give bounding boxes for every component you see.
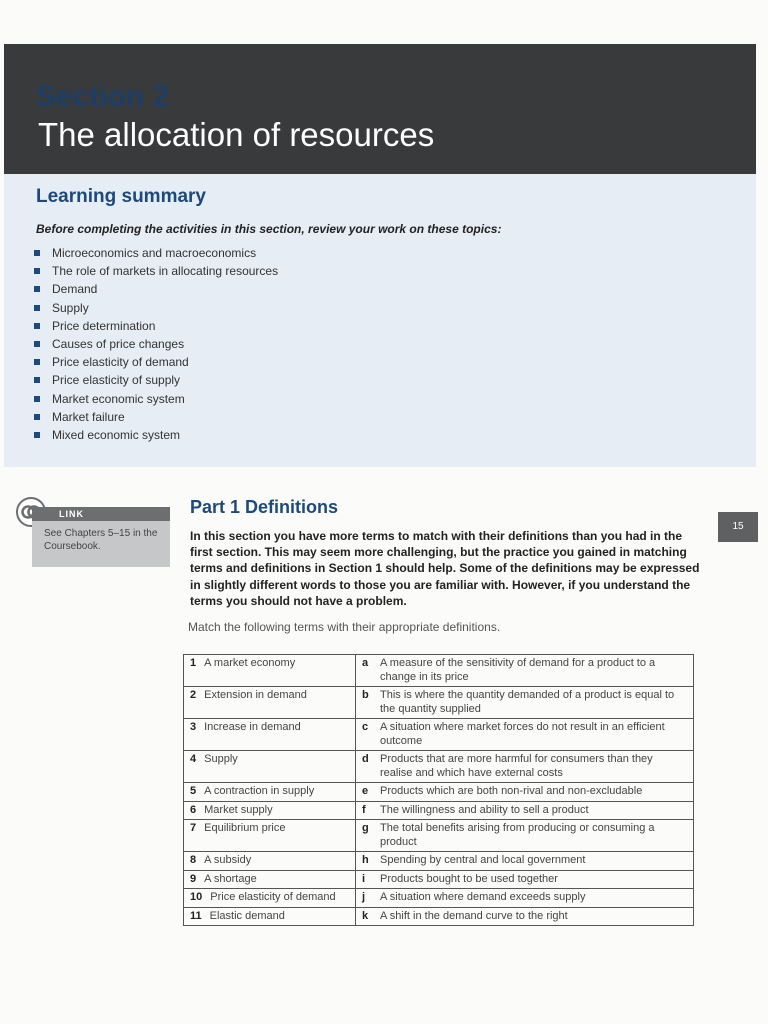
topic-item bbox=[34, 244, 278, 262]
definition-letter: h bbox=[362, 854, 369, 866]
definition-cell bbox=[356, 870, 694, 889]
topic-label: Price elasticity of demand bbox=[52, 355, 189, 370]
definition-text: Products which are both non-rival and non-excludable bbox=[380, 785, 643, 797]
term-number: 7 bbox=[190, 822, 197, 834]
term-number: 10 bbox=[190, 891, 203, 903]
definition-cell bbox=[356, 801, 694, 820]
term-text: Market supply bbox=[204, 803, 273, 816]
definition-cell bbox=[356, 907, 694, 926]
term-cell bbox=[184, 687, 356, 719]
topic-item bbox=[34, 390, 278, 408]
topic-label: Demand bbox=[52, 282, 98, 297]
definition-text: A situation where market forces do not result in an efficient outcome bbox=[380, 721, 665, 747]
link-text: See Chapters 5–15 in the Coursebook. bbox=[44, 528, 158, 552]
square-bullet-icon bbox=[34, 250, 40, 256]
topic-item bbox=[34, 317, 278, 335]
term-text: Elastic demand bbox=[209, 909, 285, 922]
topic-item bbox=[34, 299, 278, 317]
term-text: Increase in demand bbox=[204, 721, 301, 733]
term-number: 11 bbox=[190, 909, 202, 922]
table-row bbox=[184, 870, 694, 889]
topic-list bbox=[34, 244, 278, 444]
square-bullet-icon bbox=[34, 305, 40, 311]
matching-table bbox=[183, 654, 694, 926]
topic-item bbox=[34, 280, 278, 298]
definition-cell bbox=[356, 655, 694, 687]
topic-label: Causes of price changes bbox=[52, 337, 185, 352]
learning-summary-intro: Before completing the activities in this section, review your work on these topics: bbox=[36, 222, 502, 236]
topic-label: Microeconomics and macroeconomics bbox=[52, 246, 257, 261]
definition-letter: e bbox=[362, 785, 369, 797]
term-number: 8 bbox=[190, 854, 197, 866]
topic-label: Supply bbox=[52, 300, 89, 315]
definition-text: A measure of the sensitivity of demand for a product to a change in its price bbox=[380, 657, 656, 683]
definition-text: Products that are more harmful for consumers than they realise and which have external costs bbox=[380, 753, 653, 779]
term-text: A shortage bbox=[204, 872, 257, 885]
term-cell bbox=[184, 783, 356, 802]
topic-label: Market failure bbox=[52, 409, 125, 424]
definition-letter: c bbox=[362, 721, 369, 733]
topic-label: Price determination bbox=[52, 318, 156, 333]
square-bullet-icon bbox=[34, 432, 40, 438]
table-row bbox=[184, 719, 694, 751]
definition-text: Spending by central and local government bbox=[380, 854, 586, 866]
part-title: Part 1 Definitions bbox=[190, 497, 339, 517]
link-box bbox=[32, 507, 170, 567]
table-row bbox=[184, 801, 694, 820]
term-number: 9 bbox=[190, 872, 197, 885]
term-cell bbox=[184, 655, 356, 687]
page-number: 15 bbox=[718, 512, 758, 542]
term-text: Equilibrium price bbox=[204, 822, 286, 834]
square-bullet-icon bbox=[34, 359, 40, 365]
term-cell bbox=[184, 907, 356, 926]
term-cell bbox=[184, 751, 356, 783]
section-number: Section 2 bbox=[36, 80, 170, 113]
square-bullet-icon bbox=[34, 286, 40, 292]
definition-letter: b bbox=[362, 689, 369, 701]
term-text: A subsidy bbox=[204, 854, 252, 866]
table-row bbox=[184, 687, 694, 719]
definition-cell bbox=[356, 783, 694, 802]
table-row bbox=[184, 852, 694, 871]
topic-label: Mixed economic system bbox=[52, 427, 181, 442]
term-cell bbox=[184, 801, 356, 820]
table-row bbox=[184, 655, 694, 687]
definition-letter: j bbox=[362, 891, 366, 903]
section-title: The allocation of resources bbox=[38, 116, 435, 153]
definition-letter: f bbox=[362, 803, 366, 816]
topic-item bbox=[34, 426, 278, 444]
definition-text: The total benefits arising from producing or consuming a product bbox=[380, 822, 655, 848]
part-instruction: Match the following terms with their appropriate definitions. bbox=[188, 620, 501, 634]
square-bullet-icon bbox=[34, 377, 40, 383]
part-intro: In this section you have more terms to match with their definitions than you had in the first section. This may seem more challenging, but the practice you gained in matching terms and definitions in Section 1 should help. Some of the definitions may be expressed in slightly different words to those you are familiar with. However, if you understand the terms you should not have a problem. bbox=[190, 529, 700, 608]
term-number: 1 bbox=[190, 657, 197, 669]
table-row bbox=[184, 783, 694, 802]
topic-label: Market economic system bbox=[52, 391, 185, 406]
topic-item bbox=[34, 353, 278, 371]
table-row bbox=[184, 889, 694, 908]
term-number: 2 bbox=[190, 689, 197, 701]
term-number: 3 bbox=[190, 721, 197, 733]
learning-summary-heading: Learning summary bbox=[36, 186, 206, 207]
definition-cell bbox=[356, 719, 694, 751]
term-cell bbox=[184, 820, 356, 852]
definition-letter: k bbox=[362, 909, 369, 922]
term-text: A market economy bbox=[204, 657, 296, 669]
definition-letter: i bbox=[362, 872, 366, 885]
table-row bbox=[184, 907, 694, 926]
topic-label: Price elasticity of supply bbox=[52, 373, 181, 388]
term-number: 5 bbox=[190, 785, 197, 797]
term-cell bbox=[184, 870, 356, 889]
definition-text: A shift in the demand curve to the right bbox=[380, 909, 568, 922]
definition-letter: g bbox=[362, 822, 369, 834]
definition-letter: d bbox=[362, 753, 369, 765]
term-number: 4 bbox=[190, 753, 197, 765]
term-text: Supply bbox=[204, 753, 238, 765]
term-cell bbox=[184, 719, 356, 751]
square-bullet-icon bbox=[34, 341, 40, 347]
definition-text: Products bought to be used together bbox=[380, 872, 558, 885]
square-bullet-icon bbox=[34, 323, 40, 329]
definition-cell bbox=[356, 687, 694, 719]
term-text: Extension in demand bbox=[204, 689, 307, 701]
topic-item bbox=[34, 371, 278, 389]
topic-item bbox=[34, 335, 278, 353]
definition-text: The willingness and ability to sell a product bbox=[380, 803, 589, 816]
definition-cell bbox=[356, 889, 694, 908]
square-bullet-icon bbox=[34, 268, 40, 274]
square-bullet-icon bbox=[34, 414, 40, 420]
term-cell bbox=[184, 889, 356, 908]
square-bullet-icon bbox=[34, 396, 40, 402]
learning-summary-panel bbox=[4, 174, 756, 467]
definition-text: A situation where demand exceeds supply bbox=[380, 891, 586, 903]
term-number: 6 bbox=[190, 803, 197, 816]
definition-cell bbox=[356, 852, 694, 871]
term-cell bbox=[184, 852, 356, 871]
topic-item bbox=[34, 408, 278, 426]
definition-cell bbox=[356, 751, 694, 783]
definition-letter: a bbox=[362, 657, 369, 669]
link-label: LINK bbox=[32, 507, 170, 521]
topic-label: The role of markets in allocating resources bbox=[52, 264, 279, 279]
term-text: Price elasticity of demand bbox=[210, 891, 336, 903]
table-row bbox=[184, 820, 694, 852]
table-row bbox=[184, 751, 694, 783]
definition-text: This is where the quantity demanded of a product is equal to the quantity supplied bbox=[380, 689, 675, 715]
term-text: A contraction in supply bbox=[204, 785, 315, 797]
definition-cell bbox=[356, 820, 694, 852]
topic-item bbox=[34, 262, 278, 280]
